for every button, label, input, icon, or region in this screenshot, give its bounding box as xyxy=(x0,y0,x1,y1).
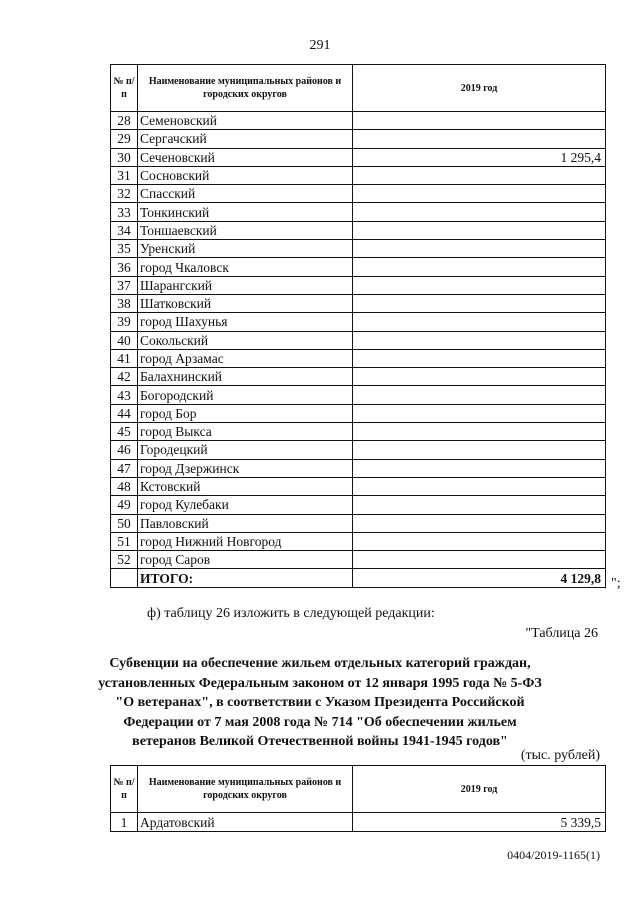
table-body xyxy=(111,112,606,588)
row-number: 35 xyxy=(111,240,138,258)
table-label: "Таблица 26 xyxy=(525,626,598,641)
table-row xyxy=(111,166,606,184)
table-body xyxy=(111,813,606,832)
row-name: город Выкса xyxy=(138,423,353,441)
row-number: 48 xyxy=(111,477,138,495)
row-name: город Нижний Новгород xyxy=(138,532,353,550)
title-line: "О ветеранах", в соответствии с Указом Президента Российской xyxy=(115,695,525,710)
page-number: 291 xyxy=(309,38,331,53)
table-row xyxy=(111,313,606,331)
row-value xyxy=(353,423,606,441)
row-value xyxy=(353,203,606,221)
row-name: Богородский xyxy=(138,386,353,404)
table-row xyxy=(111,459,606,477)
unit-label: (тыс. рублей) xyxy=(520,748,600,763)
row-number: 37 xyxy=(111,276,138,294)
row-name: город Дзержинск xyxy=(138,459,353,477)
row-name: Сокольский xyxy=(138,331,353,349)
row-name: город Саров xyxy=(138,551,353,569)
row-name: город Бор xyxy=(138,404,353,422)
row-name: Спасский xyxy=(138,185,353,203)
subsidy-table-veterans xyxy=(110,765,606,832)
row-name: Шарангский xyxy=(138,276,353,294)
row-name: Городецкий xyxy=(138,441,353,459)
table-row xyxy=(111,221,606,239)
table-row xyxy=(111,349,606,367)
table-row xyxy=(111,368,606,386)
subsidy-table-main xyxy=(110,64,606,588)
row-value xyxy=(353,240,606,258)
row-value xyxy=(353,276,606,294)
table-row xyxy=(111,551,606,569)
table-row xyxy=(111,258,606,276)
title-line: ветеранов Великой Отечественной войны 1941-1945 годов" xyxy=(132,734,508,749)
total-value: 4 129,8 xyxy=(353,569,606,587)
row-name: Балахнинский xyxy=(138,368,353,386)
table-row xyxy=(111,203,606,221)
row-name: город Кулебаки xyxy=(138,496,353,514)
table-row xyxy=(111,386,606,404)
table-row xyxy=(111,441,606,459)
row-value xyxy=(353,166,606,184)
row-number: 52 xyxy=(111,551,138,569)
row-number: 32 xyxy=(111,185,138,203)
row-value xyxy=(353,313,606,331)
row-number: 33 xyxy=(111,203,138,221)
header-year: 2019 год xyxy=(353,65,606,112)
document-code: 0404/2019-1165(1) xyxy=(507,848,600,862)
row-number: 42 xyxy=(111,368,138,386)
row-value xyxy=(353,532,606,550)
row-number: 50 xyxy=(111,514,138,532)
header-num: № п/п xyxy=(111,65,138,112)
row-name: Семеновский xyxy=(138,112,353,130)
row-value xyxy=(353,441,606,459)
row-value xyxy=(353,258,606,276)
row-value xyxy=(353,368,606,386)
header-num: № п/п xyxy=(111,766,138,813)
total-label: ИТОГО: xyxy=(138,569,353,587)
table-row xyxy=(111,240,606,258)
title-line: Субвенции на обеспечение жильем отдельных категорий граждан, xyxy=(109,656,531,671)
row-number: 49 xyxy=(111,496,138,514)
row-value xyxy=(353,386,606,404)
row-value xyxy=(353,221,606,239)
table-row xyxy=(111,496,606,514)
header-name: Наименование муниципальных районов и городских округов xyxy=(138,766,353,813)
total-closing-quote: "; xyxy=(611,576,621,591)
row-number: 34 xyxy=(111,221,138,239)
row-value xyxy=(353,331,606,349)
row-name: город Арзамас xyxy=(138,349,353,367)
row-number: 38 xyxy=(111,294,138,312)
row-number: 44 xyxy=(111,404,138,422)
table-row xyxy=(111,130,606,148)
row-name: Шатковский xyxy=(138,294,353,312)
instruction-text: ф) таблицу 26 изложить в следующей редакции: xyxy=(147,606,435,621)
table-row xyxy=(111,532,606,550)
title-line: установленных Федеральным законом от 12 января 1995 года № 5-ФЗ xyxy=(98,675,542,691)
row-value: 5 339,5 xyxy=(353,813,606,832)
row-value xyxy=(353,404,606,422)
total-num-cell xyxy=(111,569,138,587)
title-line: Федерации от 7 мая 2008 года № 714 "Об обеспечении жильем xyxy=(123,714,517,730)
row-value xyxy=(353,551,606,569)
row-value xyxy=(353,459,606,477)
row-number: 46 xyxy=(111,441,138,459)
row-value xyxy=(353,496,606,514)
row-name: Тонкинский xyxy=(138,203,353,221)
table-row xyxy=(111,276,606,294)
row-value xyxy=(353,477,606,495)
table-header-row xyxy=(111,65,606,112)
table-row xyxy=(111,477,606,495)
row-number: 28 xyxy=(111,112,138,130)
table-row xyxy=(111,404,606,422)
table-row xyxy=(111,148,606,166)
row-number: 41 xyxy=(111,349,138,367)
table-row xyxy=(111,813,606,832)
row-number: 30 xyxy=(111,148,138,166)
row-name: Уренский xyxy=(138,240,353,258)
table-row xyxy=(111,112,606,130)
row-number: 29 xyxy=(111,130,138,148)
table-row xyxy=(111,514,606,532)
row-name: Сосновский xyxy=(138,166,353,184)
table-row xyxy=(111,185,606,203)
total-row xyxy=(111,569,606,587)
row-name: Тоншаевский xyxy=(138,221,353,239)
table-header-row xyxy=(111,766,606,813)
row-name: город Чкаловск xyxy=(138,258,353,276)
row-name: Ардатовский xyxy=(138,813,353,832)
row-number: 1 xyxy=(111,813,138,832)
row-number: 40 xyxy=(111,331,138,349)
row-value xyxy=(353,349,606,367)
row-value xyxy=(353,130,606,148)
table-row xyxy=(111,423,606,441)
row-number: 39 xyxy=(111,313,138,331)
header-name: Наименование муниципальных районов и городских округов xyxy=(138,65,353,112)
row-number: 31 xyxy=(111,166,138,184)
row-number: 43 xyxy=(111,386,138,404)
table-row xyxy=(111,331,606,349)
row-value: 1 295,4 xyxy=(353,148,606,166)
header-year: 2019 год xyxy=(353,766,606,813)
row-name: Сеченовский xyxy=(138,148,353,166)
row-name: Павловский xyxy=(138,514,353,532)
row-name: Кстовский xyxy=(138,477,353,495)
row-number: 51 xyxy=(111,532,138,550)
row-number: 45 xyxy=(111,423,138,441)
row-name: Сергачский xyxy=(138,130,353,148)
row-value xyxy=(353,112,606,130)
row-value xyxy=(353,294,606,312)
row-value xyxy=(353,514,606,532)
row-number: 47 xyxy=(111,459,138,477)
table-row xyxy=(111,294,606,312)
row-value xyxy=(353,185,606,203)
table-title xyxy=(60,654,580,752)
row-number: 36 xyxy=(111,258,138,276)
row-name: город Шахунья xyxy=(138,313,353,331)
